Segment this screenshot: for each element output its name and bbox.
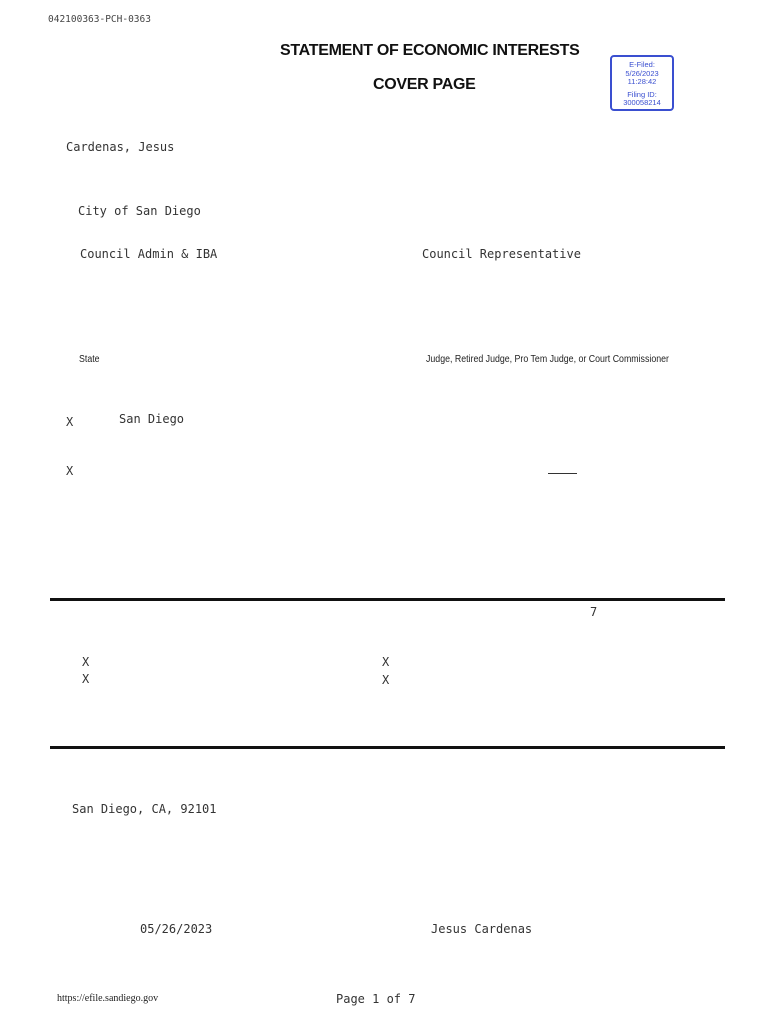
schedule-mark-left-2: X [82, 672, 90, 686]
section-divider-bottom [50, 746, 725, 749]
position-title: Council Representative [422, 247, 581, 261]
efiled-stamp [610, 55, 674, 111]
section-divider-top [50, 598, 725, 601]
blank-line [548, 473, 577, 474]
signature-name: Jesus Cardenas [431, 922, 533, 936]
filing-id-value: 300058214 [623, 98, 661, 107]
judge-label: Judge, Retired Judge, Pro Tem Judge, or Court Commissioner [426, 354, 669, 365]
signature-date: 05/26/2023 [140, 922, 213, 936]
filer-name: Cardenas, Jesus [66, 140, 175, 154]
schedule-mark-left-1: X [82, 655, 90, 669]
schedule-mark-right-1: X [382, 655, 390, 669]
footer-url: https://efile.sandiego.gov [57, 993, 159, 1004]
state-label: State [79, 354, 100, 365]
filer-address: San Diego, CA, 92101 [72, 802, 217, 816]
page-title: STATEMENT OF ECONOMIC INTERESTS [280, 42, 580, 59]
page-subtitle: COVER PAGE [373, 76, 476, 93]
document-id: 042100363-PCH-0363 [48, 14, 151, 25]
filing-id-label: Filing ID: [627, 89, 657, 99]
efiled-date: 5/26/2023 [625, 68, 659, 78]
efiled-time: 11:28:42 [627, 77, 657, 86]
total-pages-count: 7 [590, 605, 598, 619]
page-number: Page 1 of 7 [336, 992, 416, 1006]
schedule-mark-right-2: X [382, 673, 390, 687]
agency-name: City of San Diego [78, 204, 201, 218]
other-checkbox-mark: X [66, 464, 74, 478]
jurisdiction-city: San Diego [119, 412, 185, 426]
division-name: Council Admin & IBA [80, 247, 218, 261]
city-checkbox-mark: X [66, 415, 74, 429]
efiled-label: E-Filed: [629, 60, 655, 69]
